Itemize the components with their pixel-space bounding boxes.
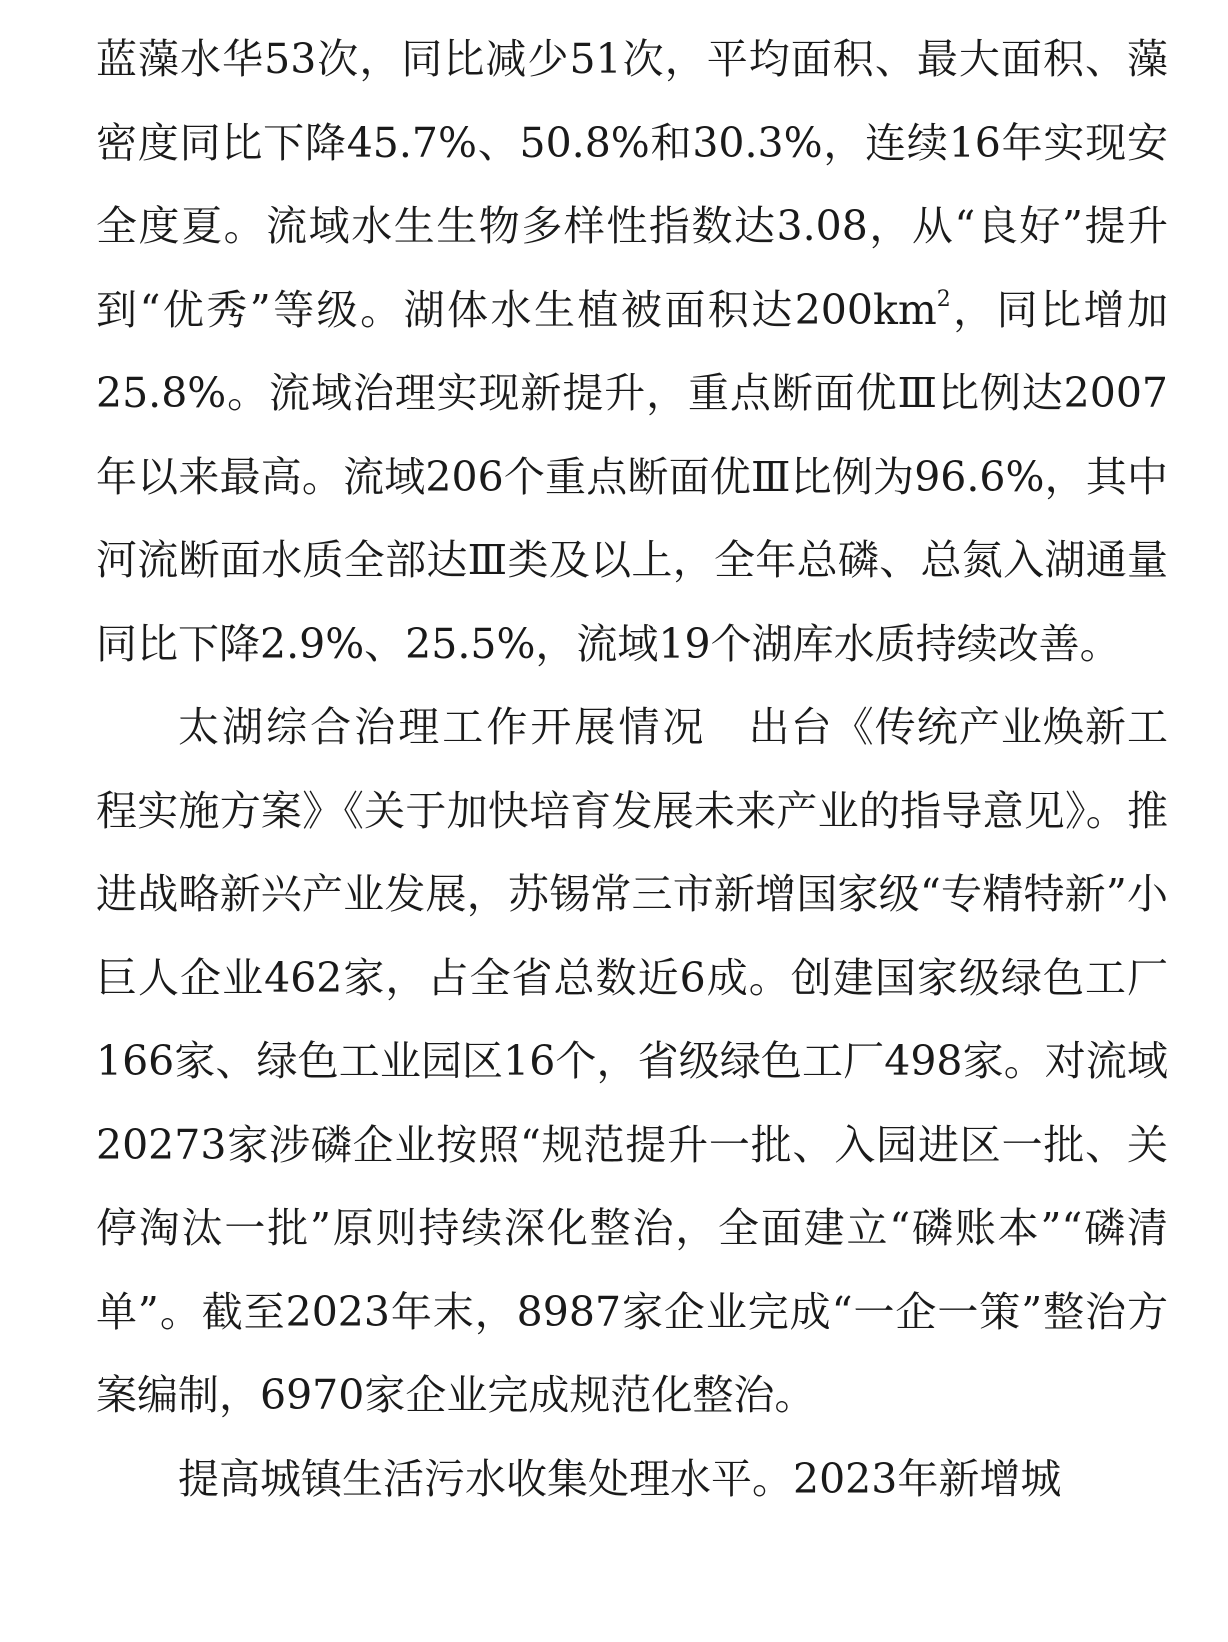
- paragraph-text-part-2: ，同比增加25.8%。流域治理实现新提升，重点断面优Ⅲ比例达2007年以来最高。流域206个重点断面优Ⅲ比例为96.6%，其中河流断面水质全部达Ⅲ类及以上，全年总磷、总氮入湖通量同比下降2.9%、25.5%，流域19个湖库水质持续改善。: [96, 285, 1168, 668]
- section-lead-in-heading: 太湖综合治理工作开展情况: [178, 703, 707, 751]
- paragraph-text: 提高城镇生活污水收集处理水平。2023年新增城: [178, 1454, 1062, 1503]
- document-page: [96, 18, 1168, 1521]
- paragraph-water-quality-results: [96, 18, 1168, 686]
- superscript-exponent: 2: [936, 286, 951, 312]
- paragraph-text-part-1: 蓝藻水华53次，同比减少51次，平均面积、最大面积、藻密度同比下降45.7%、50.8%和30.3%，连续16年实现安全度夏。流域水生生物多样性指数达3.08，从“良好”提升到“优秀”等级。湖体水生植被面积达200km: [96, 35, 1168, 334]
- paragraph-governance-work: [96, 686, 1168, 1438]
- paragraph-text: 出台《传统产业焕新工程实施方案》《关于加快培育发展未来产业的指导意见》。推进战略新兴产业发展，苏锡常三市新增国家级“专精特新”小巨人企业462家，占全省总数近6成。创建国家级绿色工厂166家、绿色工业园区16个，省级绿色工厂498家。对流域20273家涉磷企业按照“规范提升一批、入园进区一批、关停淘汰一批”原则持续深化整治，全面建立“磷账本”“磷清单”。截至2023年末，8987家企业完成“一企一策”整治方案编制，6970家企业完成规范化整治。: [96, 703, 1169, 1419]
- paragraph-urban-sewage: [96, 1438, 1168, 1522]
